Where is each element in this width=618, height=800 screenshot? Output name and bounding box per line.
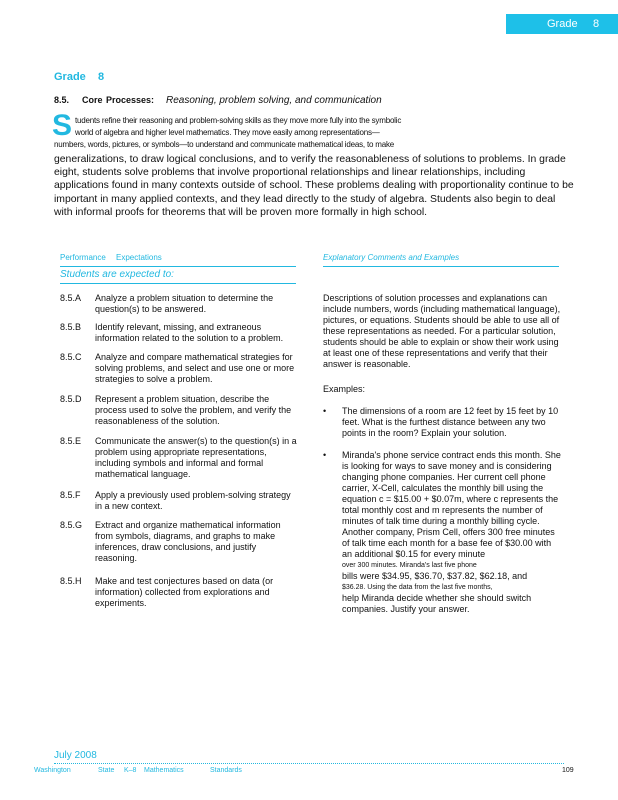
grade-tab	[506, 14, 618, 34]
strand-processes-label: Processes:	[106, 95, 155, 105]
example-2-line: help Miranda decide whether she should switch companies. Justify your answer.	[342, 593, 532, 614]
expectation-code: 8.5.G	[60, 520, 83, 530]
expectation-text: Communicate the answer(s) to the question(s) in a problem using appropriate representations, including symbols and informal and formal mathematical language.	[95, 436, 297, 479]
expectations-label: Expectations	[116, 253, 162, 262]
expectation-code: 8.5.B	[60, 322, 82, 332]
grade-heading	[54, 71, 105, 83]
intro-line-1: tudents refine their reasoning and problem-solving skills as they move more fully into the symbolic	[75, 116, 402, 125]
example-2-line: $36.28. Using the data from the last five months,	[342, 584, 493, 591]
strand-title: Reasoning, problem solving, and communication	[166, 95, 382, 106]
students-expected-to: Students are expected to:	[60, 269, 174, 280]
footer-divider	[54, 763, 564, 764]
bullet-icon: •	[323, 450, 327, 460]
expectation-code: 8.5.A	[60, 293, 82, 303]
expectation-code: 8.5.E	[60, 436, 82, 446]
footer-date: July 2008	[54, 750, 97, 761]
expectation-text: Represent a problem situation, describe the process used to solve the problem, and verify the reasonableness of the solution.	[95, 394, 292, 426]
examples-label: Examples:	[323, 384, 366, 394]
explanatory-column	[323, 293, 563, 615]
strand-number: 8.5.	[54, 95, 70, 105]
example-1	[323, 406, 563, 439]
example-2-line: over 300 minutes. Miranda's last five phone	[342, 562, 477, 569]
expectation-text: Make and test conjectures based on data (or information) collected from explorations and experiments.	[95, 576, 274, 608]
left-divider-lower	[60, 283, 296, 284]
expectation-text: Analyze a problem situation to determine the question(s) to be answered.	[95, 293, 274, 314]
drop-cap: S	[52, 109, 73, 142]
example-2-text: Miranda's phone service contract ends this month. She is looking for ways to save money and is considering changing phone companies. Her current cell phone carrier, X-Cell, calculates the monthly bill using the equation c = $15.00 + $0.07m, where c represents the total monthly cost and m represents the number of minutes of talk time during a monthly billing cycle. Another company, Prism Cell, offers 300 free minutes of talk time each month for a base fee of $30.00 with an additional $0.15 for every minute	[342, 450, 561, 559]
grade-heading-label: Grade	[54, 71, 86, 83]
right-divider	[323, 266, 559, 267]
grade-tab-label: Grade	[547, 18, 578, 30]
expectation-code: 8.5.D	[60, 394, 82, 404]
explanatory-heading: Explanatory Comments and Examples	[323, 253, 460, 262]
grade-heading-number: 8	[98, 71, 105, 83]
intro-line-3: numbers, words, pictures, or symbols—to understand and communicate mathematical ideas, to make	[54, 140, 395, 149]
grade-tab-number: 8	[593, 18, 600, 30]
performance-label: Performance	[60, 253, 106, 262]
expectation-code: 8.5.C	[60, 352, 82, 362]
strand-core: Core	[82, 95, 103, 105]
expectation-text: Apply a previously used problem-solving strategy in a new context.	[95, 490, 291, 511]
left-divider	[60, 266, 296, 267]
bullet-icon: •	[323, 406, 327, 416]
footer-standards: Standards	[210, 767, 242, 774]
footer-state: Washington	[34, 767, 71, 774]
example-1-text: The dimensions of a room are 12 feet by 15 feet by 10 feet. What is the furthest distance between any two points in the room? Explain your solution.	[342, 406, 559, 438]
expectation-code: 8.5.H	[60, 576, 82, 586]
footer-grades: K–8	[124, 767, 137, 774]
expectation-text: Extract and organize mathematical information from symbols, diagrams, and graphs to make inferences, draw conclusions, and justify reasoning.	[95, 520, 281, 563]
explanatory-comment: Descriptions of solution processes and explanations can include numbers, words (including mathematical language), pictures, or equations. Students should be able to use all of these representations as needed. For a particular solution, students should be able to explain or show their work using at least one of these representations and verify that their answer is reasonable.	[323, 293, 561, 369]
footer-word-state: State	[98, 767, 115, 774]
intro-paragraph: generalizations, to draw logical conclusions, and to verify the reasonableness of solutions to problems. In grade eight, students solve problems that involve proportional relationships and linear relationships, including applications found in many contexts outside of school. These problems dealing with proportionality continue to be important in many applied contexts, and they lead directly to the study of algebra. Students also begin to deal with informal proofs for theorems that will be proven more formally in high school.	[54, 154, 574, 218]
example-2-line: bills were $34.95, $36.70, $37.82, $62.18, and	[342, 571, 528, 581]
example-2	[323, 450, 563, 615]
expectation-text: Identify relevant, missing, and extraneous information related to the solution to a problem.	[95, 322, 284, 343]
expectation-code: 8.5.F	[60, 490, 81, 500]
expectation-text: Analyze and compare mathematical strategies for solving problems, and select and use one or more strategies to solve a problem.	[95, 352, 295, 384]
page-number: 109	[562, 767, 574, 774]
intro-line-2: world of algebra and higher level mathematics. They move easily among representations—	[75, 128, 380, 137]
footer-subject: Mathematics	[144, 767, 184, 774]
